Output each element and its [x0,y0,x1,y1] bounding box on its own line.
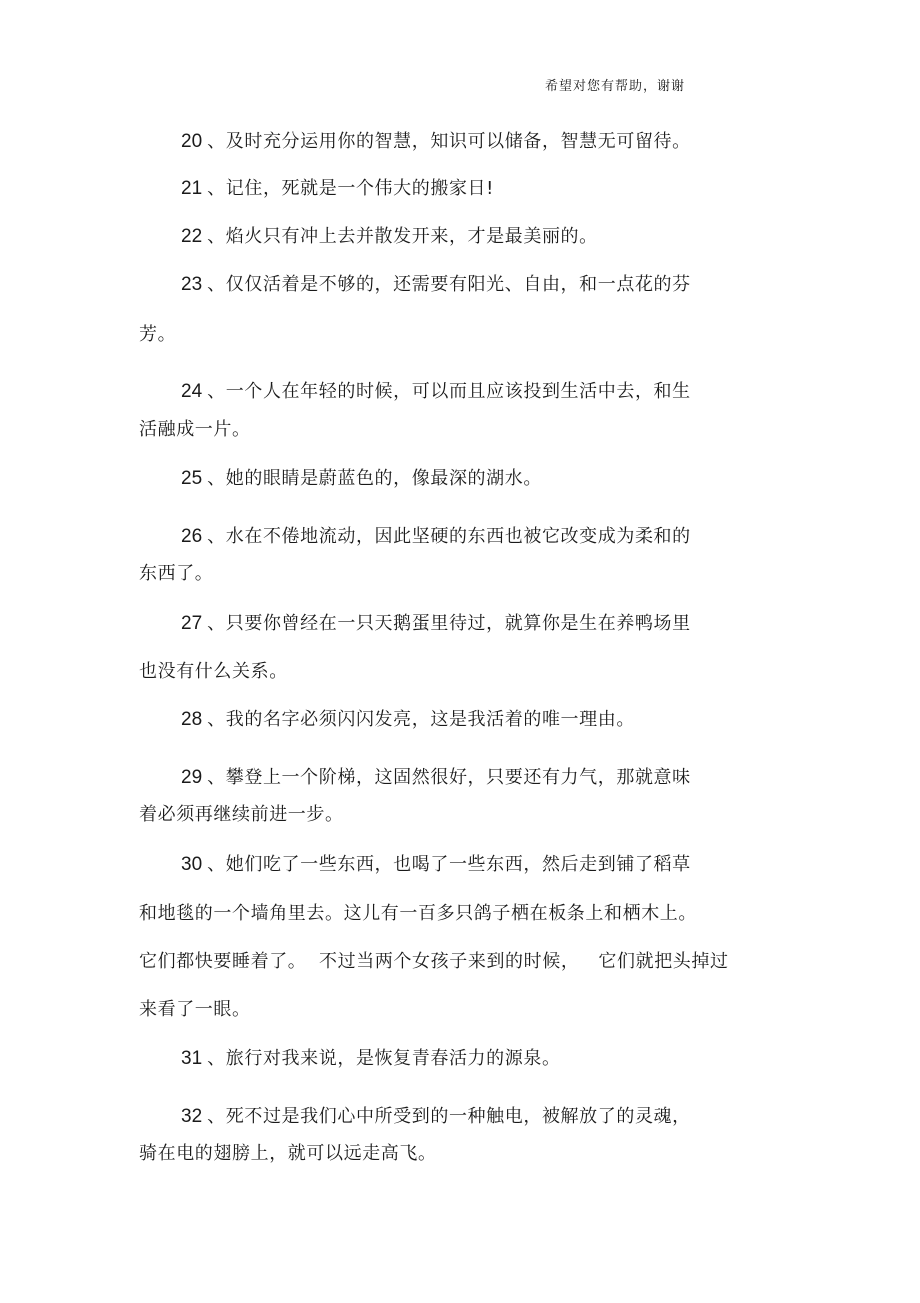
item-text: 我的名字必须闪闪发亮，这是我活着的唯一理由。 [225,709,635,730]
item-30-line-1 [181,853,691,877]
item-number: 32 [181,1106,203,1127]
item-30-line-2: 和地毯的一个墙角里去。这儿有一百多只鸽子栖在板条上和栖木上。 [139,903,697,924]
item-separator: 、 [207,1106,226,1127]
item-28-line-1 [181,708,635,732]
item-number: 21 [181,178,203,199]
item-25-line-1 [181,467,542,491]
item-text: 她们吃了一些东西，也喝了一些东西，然后走到铺了稻草 [225,854,691,875]
item-number: 28 [181,709,203,730]
item-text: 旅行对我来说，是恢复青春活力的源泉。 [225,1048,561,1069]
item-text: 记住，死就是一个伟大的搬家日! [225,178,494,199]
item-31-line-1 [181,1047,561,1071]
item-27-line-1 [181,612,691,636]
item-30-line-4: 来看了一眼。 [139,999,251,1020]
item-text: 只要你曾经在一只天鹅蛋里待过，就算你是生在养鸭场里 [225,613,691,634]
item-separator: 、 [207,178,226,199]
item-26-line-2: 东西了。 [139,563,214,584]
item-text: 及时充分运用你的智慧，知识可以储备，智慧无可留待。 [225,131,691,152]
item-separator: 、 [207,709,226,730]
header-note: 希望对您有帮助，谢谢 [545,79,686,94]
item-21-line-1 [181,177,494,201]
item-number: 23 [181,274,203,295]
item-23-line-2: 芳。 [139,324,177,345]
item-number: 29 [181,767,203,788]
item-separator: 、 [207,854,226,875]
item-number: 26 [181,526,203,547]
item-separator: 、 [207,767,226,788]
item-text: 她的眼睛是蔚蓝色的，像最深的湖水。 [225,468,542,489]
item-number: 31 [181,1048,203,1069]
item-separator: 、 [207,468,226,489]
item-20-line-1 [181,130,691,154]
item-text: 仅仅活着是不够的，还需要有阳光、自由，和一点花的芬 [225,274,691,295]
item-number: 30 [181,854,203,875]
item-number: 20 [181,131,203,152]
item-separator: 、 [207,381,226,402]
item-32-line-2: 骑在电的翅膀上，就可以远走高飞。 [139,1143,437,1164]
item-27-line-2: 也没有什么关系。 [139,661,288,682]
item-separator: 、 [207,131,226,152]
item-separator: 、 [207,526,226,547]
item-separator: 、 [207,613,226,634]
item-23-line-1 [181,273,691,297]
item-22-line-1 [181,225,598,249]
item-30-line-3: 它们都快要睡着了。 不过当两个女孩子来到的时候， 它们就把头掉过 [139,951,729,972]
item-number: 22 [181,226,203,247]
item-number: 24 [181,381,203,402]
item-29-line-1 [181,766,691,790]
item-text: 一个人在年轻的时候，可以而且应该投到生活中去，和生 [225,381,691,402]
item-32-line-1 [181,1105,691,1129]
item-text: 攀登上一个阶梯，这固然很好，只要还有力气，那就意味 [225,767,691,788]
item-24-line-1 [181,380,691,404]
item-text: 焰火只有冲上去并散发开来，才是最美丽的。 [225,226,598,247]
item-text: 死不过是我们心中所受到的一种触电，被解放了的灵魂， [225,1106,691,1127]
item-24-line-2: 活融成一片。 [139,419,251,440]
item-separator: 、 [207,226,226,247]
item-text: 水在不倦地流动，因此坚硬的东西也被它改变成为柔和的 [225,526,691,547]
item-29-line-2: 着必须再继续前进一步。 [139,804,344,825]
item-separator: 、 [207,274,226,295]
item-number: 25 [181,468,203,489]
item-26-line-1 [181,525,691,549]
item-separator: 、 [207,1048,226,1069]
item-number: 27 [181,613,203,634]
